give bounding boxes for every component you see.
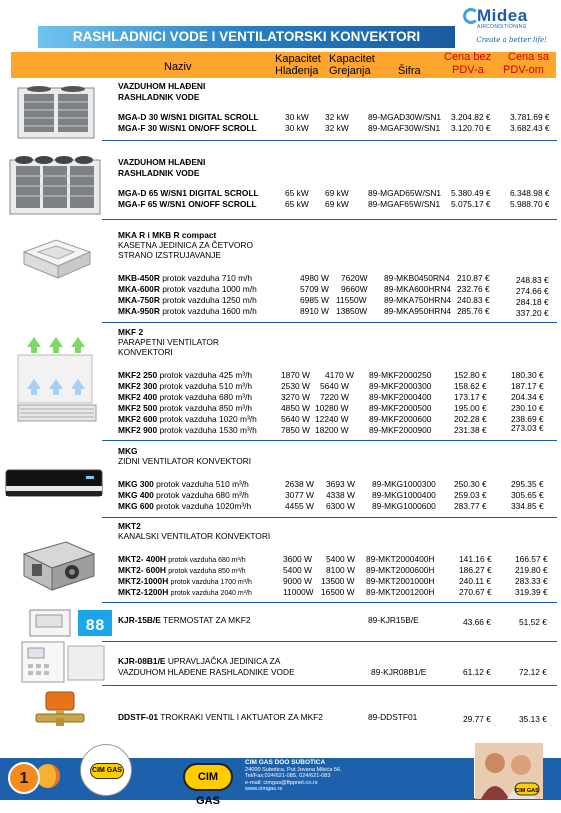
price-gross: 187.17 € — [511, 381, 544, 391]
airflow: protok vazduha 710 m/h — [162, 273, 253, 283]
product-code: 89-MKA600HRN4 — [384, 284, 452, 294]
heating-capacity: 10280 W — [315, 403, 349, 413]
description: TERMOSTAT ZA MKF2 — [163, 615, 251, 625]
airflow: protok vazduha 1020 m³/h — [159, 414, 257, 424]
price-gross: 334.85 € — [511, 501, 544, 511]
airflow: protok vazduha 1000 m/h — [162, 284, 257, 294]
cooling-capacity: 4850 W — [281, 403, 310, 413]
col-kap-gr-1: Kapacitet — [329, 53, 375, 65]
cooling-capacity: 65 kW — [285, 188, 309, 198]
price-gross: 295.35 € — [511, 479, 544, 489]
price-net: 141.16 € — [459, 554, 492, 564]
product-code: 89-MKG1000400 — [372, 490, 436, 500]
company-tel: Tel/Fax:024/621-085, 024/621-083 — [245, 773, 331, 780]
heating-capacity: 13500 W — [321, 576, 355, 586]
heating-capacity: 16500 W — [321, 587, 355, 597]
product-code: 89-MKT2001200H — [366, 587, 435, 597]
description: TROKRAKI VENTIL I AKTUATOR ZA MKF2 — [160, 712, 323, 722]
price-net: 283.77 € — [454, 501, 487, 511]
price-gross: 337.20 € — [516, 308, 549, 318]
price-gross: 274.66 € — [516, 286, 549, 296]
product-code: 89-MKB0450RN4 — [384, 273, 450, 283]
product-code: 89-MKF2000250 — [369, 370, 432, 380]
price-gross: 3.781.69 € — [510, 112, 550, 122]
cooling-capacity: 30 kW — [285, 112, 309, 122]
price-gross: 72.12 € — [519, 667, 547, 677]
thermostat-display: 88 — [85, 617, 105, 635]
product-code: 89-MKT2000400H — [366, 554, 435, 564]
cooling-capacity: 5400 W — [283, 565, 312, 575]
price-net: 270.67 € — [459, 587, 492, 597]
model: KJR-15B/E — [118, 615, 161, 625]
price-gross: 219.80 € — [515, 565, 548, 575]
price-net: 152.80 € — [454, 370, 487, 380]
model: KJR-08B1/E — [118, 656, 166, 666]
product-name: MGA-F 65 W/SN1 ON/OFF SCROLL — [118, 199, 257, 209]
model: MKT2-1200H — [118, 587, 169, 597]
price-gross: 35.13 € — [519, 714, 547, 724]
company-name: CIM GAS DOO SUBOTICA — [245, 759, 326, 766]
heating-capacity: 4338 W — [326, 490, 355, 500]
model: MKA-600R — [118, 284, 160, 294]
section-subtitle: KASETNA JEDINICA ZA ČETVORO — [118, 240, 253, 250]
heating-capacity: 69 kW — [325, 199, 349, 209]
heating-capacity: 11550W — [336, 295, 367, 305]
section-title: VAZDUHOM HLAĐENI — [118, 81, 206, 91]
price-gross: 273.03 € — [511, 423, 544, 433]
price-net: 210.87 € — [457, 273, 490, 283]
heating-capacity: 69 kW — [325, 188, 349, 198]
price-net: 173.17 € — [454, 392, 487, 402]
airflow: protok vazduha 1530 m³/h — [159, 425, 257, 435]
product-code: 89-MKT2000600H — [366, 565, 435, 575]
price-net: 259.03 € — [454, 490, 487, 500]
product-name: MGA-D 30 W/SN1 DIGITAL SCROLL — [118, 112, 259, 122]
section-divider — [102, 440, 557, 441]
company-email[interactable]: e-mail: cimgas@ftppnet.co.rs — [245, 779, 318, 786]
family-photo — [474, 742, 542, 798]
section-subtitle: KANALSKI VENTILATOR KONVEKTORI — [118, 531, 271, 541]
heating-capacity: 9660W — [341, 284, 368, 294]
cooling-capacity: 65 kW — [285, 199, 309, 209]
section-divider — [102, 219, 557, 220]
col-cena-bez-1: Cena bez — [444, 51, 492, 63]
price-net: 195.00 € — [454, 403, 487, 413]
thermostat-image — [28, 608, 114, 638]
model: MKA-750R — [118, 295, 160, 305]
price-gross: 238.69 € — [511, 414, 544, 424]
product-code: 89-MKF2000400 — [369, 392, 432, 402]
chiller-65kw-image — [6, 148, 104, 218]
col-cena-sa-2: PDV-om — [503, 64, 544, 76]
product-code: 89-MKF2000600 — [369, 414, 432, 424]
col-cena-sa-1: Cena sa — [508, 51, 549, 63]
price-net: 202.28 € — [454, 414, 487, 424]
cooling-capacity: 11000W — [283, 587, 314, 597]
model: MKT2-1000H — [118, 576, 169, 586]
model: MKT2- 600H — [118, 565, 166, 575]
section-subtitle: ZIDNI VENTILATOR KONVEKTORI — [118, 456, 252, 466]
product-code: 89-MKF2000900 — [369, 425, 432, 435]
product-code: 89-MGAF65W/SN1 — [368, 199, 441, 209]
description: VAZDUHOM HLAĐENE RASHLADNIKE VODE — [118, 667, 295, 677]
airflow: protok vazduha 850 m³/h — [159, 403, 253, 413]
heating-capacity: 3693 W — [326, 479, 355, 489]
heating-capacity: 6300 W — [326, 501, 355, 511]
heating-capacity: 18200 W — [315, 425, 349, 435]
price-net: 3.204.82 € — [451, 112, 491, 122]
cooling-capacity: 2530 W — [281, 381, 310, 391]
duct-fan-coil-image — [20, 536, 98, 594]
price-net: 232.76 € — [457, 284, 490, 294]
section-title: MKT2 — [118, 521, 141, 531]
cooling-capacity: 3077 W — [285, 490, 314, 500]
price-gross: 319.39 € — [515, 587, 548, 597]
airflow: protok vazduha 680 m³/h — [159, 392, 253, 402]
section-divider — [102, 685, 557, 686]
product-code: 89-MKA950HRN4 — [384, 306, 452, 316]
model: MKG 300 — [118, 479, 154, 489]
product-code: 89-MGAF30W/SN1 — [368, 123, 441, 133]
chiller-30kw-image — [14, 80, 98, 142]
col-sifra: Šifra — [398, 65, 421, 77]
wall-fan-coil-image — [4, 464, 104, 504]
heating-capacity: 12240 W — [315, 414, 349, 424]
product-code: 89-MGAD30W/SN1 — [368, 112, 442, 122]
product-code: 89-MKT2001000H — [366, 576, 435, 586]
section-divider — [102, 517, 557, 518]
controller-image — [20, 640, 106, 684]
price-gross: 204.34 € — [511, 392, 544, 402]
heating-capacity: 32 kW — [325, 123, 349, 133]
parapet-fan-coil-image — [12, 335, 98, 425]
company-web[interactable]: www.cimgas.rs — [245, 786, 283, 793]
product-code: 89-KJR15B/E — [368, 615, 419, 625]
airflow: protok vazduha 2040 m³/h — [170, 590, 252, 597]
photo-badge: CIM GAS — [515, 788, 539, 794]
price-net: 240.83 € — [457, 295, 490, 305]
model: MKG 600 — [118, 501, 154, 511]
cooling-capacity: 30 kW — [285, 123, 309, 133]
description: UPRAVLJAČKA JEDINICA ZA — [167, 656, 281, 666]
product-code: 89-DDSTF01 — [368, 712, 418, 722]
product-name: MGA-D 65 W/SN1 DIGITAL SCROLL — [118, 188, 259, 198]
airflow: protok vazduha 1700 m³/h — [170, 579, 252, 586]
section-subtitle: RASHLADNIK VODE — [118, 92, 200, 102]
product-code: 89-MGAD65W/SN1 — [368, 188, 442, 198]
price-net: 240.11 € — [459, 576, 491, 586]
cooling-capacity: 3600 W — [283, 554, 312, 564]
price-gross: 230.10 € — [511, 403, 544, 413]
price-net: 3.120.70 € — [451, 123, 491, 133]
cooling-capacity: 5709 W — [300, 284, 329, 294]
airflow: protok vazduha 1250 m/h — [162, 295, 257, 305]
price-net: 5.380.49 € — [451, 188, 491, 198]
cimgas-logo-label: CIM GAS — [196, 771, 220, 807]
heating-capacity: 5640 W — [320, 381, 349, 391]
section-subtitle: STRANO IZSTRUJAVANJE — [118, 250, 221, 260]
cooling-capacity: 5640 W — [281, 414, 310, 424]
section-title: VAZDUHOM HLAĐENI — [118, 157, 206, 167]
model: MKG 400 — [118, 490, 154, 500]
product-code: 89-KJR08B1/E — [371, 667, 427, 677]
airflow: protok vazduha 850 m³/h — [168, 568, 246, 575]
model: MKF2 500 — [118, 403, 158, 413]
col-cena-bez-2: PDV-a — [452, 64, 484, 76]
model: MKB-450R — [118, 273, 160, 283]
cimgas-round-badge — [80, 744, 132, 796]
section-divider — [102, 641, 557, 642]
price-gross: 305.65 € — [511, 490, 544, 500]
model: DDSTF-01 — [118, 712, 159, 722]
section-title: MKG — [118, 446, 138, 456]
model: MKA-950R — [118, 306, 160, 316]
cooling-capacity: 2638 W — [285, 479, 314, 489]
price-gross: 51.52 € — [519, 617, 547, 627]
column-header — [11, 52, 556, 78]
heating-capacity: 32 kW — [325, 112, 349, 122]
price-gross: 5.988.70 € — [510, 199, 550, 209]
cassette-unit-image — [18, 238, 94, 288]
heating-capacity: 13850W — [336, 306, 368, 316]
cooling-capacity: 7850 W — [281, 425, 310, 435]
model: MKF2 900 — [118, 425, 158, 435]
airflow: protok vazduha 510 m³/h — [159, 381, 253, 391]
price-net: 231.38 € — [454, 425, 487, 435]
section-divider — [102, 602, 557, 603]
cooling-capacity: 9000 W — [283, 576, 312, 586]
price-gross: 180.30 € — [511, 370, 544, 380]
section-subtitle: PARAPETNI VENTILATOR — [118, 337, 219, 347]
company-address: 24000 Subotica, Put Jovana Mikića 56. — [245, 766, 342, 773]
airflow: protok vazduha 680 m³/h — [156, 490, 249, 500]
product-code: 89-MKF2000300 — [369, 381, 432, 391]
product-name: MGA-F 30 W/SN1 ON/OFF SCROLL — [118, 123, 257, 133]
section-title: MKA R i MKB R compact — [118, 230, 217, 240]
model: MKF2 600 — [118, 414, 158, 424]
cooling-capacity: 4455 W — [285, 501, 314, 511]
cooling-capacity: 6985 W — [300, 295, 329, 305]
price-net: 43.66 € — [463, 617, 491, 627]
price-gross: 284.18 € — [516, 297, 549, 307]
logo-name: Midea — [477, 6, 528, 25]
airflow: protok vazduha 510 m³/h — [156, 479, 249, 489]
product-code: 89-MKA750HRN4 — [384, 295, 452, 305]
section-divider — [102, 140, 557, 141]
airflow: protok vazduha 1600 m/h — [162, 306, 257, 316]
airflow: protok vazduha 680 m³/h — [168, 557, 246, 564]
col-kap-hl-1: Kapacitet — [275, 53, 321, 65]
page-title: RASHLADNICI VODE I VENTILATORSKI KONVEKTORI — [72, 29, 421, 44]
logo-slogan: Create a better life! — [476, 36, 547, 44]
price-net: 29.77 € — [463, 714, 491, 724]
cooling-capacity: 8910 W — [300, 306, 329, 316]
product-code: 89-MKG1000600 — [372, 501, 436, 511]
airflow: protok vazduha 425 m³/h — [159, 370, 253, 380]
heating-capacity: 8100 W — [326, 565, 355, 575]
price-net: 285.76 € — [457, 306, 490, 316]
heating-capacity: 4170 W — [325, 370, 354, 380]
logo-subtitle: AIRCONDITIONING — [477, 24, 527, 30]
product-code: 89-MKF2000500 — [369, 403, 432, 413]
page-number-label: 1 — [19, 770, 29, 787]
page-number — [8, 762, 40, 794]
badge-label: CIM GAS — [92, 767, 122, 774]
valve-actuator-image — [30, 688, 90, 728]
cimgas-logo — [183, 763, 233, 807]
section-subtitle: RASHLADNIK VODE — [118, 168, 200, 178]
title-bar — [38, 26, 455, 48]
price-net: 250.30 € — [454, 479, 487, 489]
heating-capacity: 7620W — [341, 273, 368, 283]
model: MKF2 250 — [118, 370, 158, 380]
cooling-capacity: 3270 W — [281, 392, 310, 402]
section-divider — [102, 322, 557, 323]
heating-capacity: 7220 W — [320, 392, 349, 402]
cooling-capacity: 1870 W — [281, 370, 310, 380]
model: MKF2 300 — [118, 381, 158, 391]
price-net: 5.075.17 € — [451, 199, 491, 209]
model: MKF2 400 — [118, 392, 158, 402]
company-info — [245, 760, 342, 793]
model: MKT2- 400H — [118, 554, 166, 564]
price-gross: 166.57 € — [515, 554, 548, 564]
product-code: 89-MKG1000300 — [372, 479, 436, 489]
midea-logo — [463, 6, 547, 36]
cooling-capacity: 4980 W — [300, 273, 329, 283]
price-net: 61.12 € — [463, 667, 491, 677]
col-naziv: Naziv — [164, 61, 192, 73]
price-gross: 3.682.43 € — [510, 123, 550, 133]
section-title: MKF 2 — [118, 327, 144, 337]
airflow: protok vazduha 1020m³/h — [156, 501, 252, 511]
col-kap-hl-2: Hlađenja — [275, 65, 319, 77]
section-subtitle: KONVEKTORI — [118, 347, 173, 357]
price-net: 158.62 € — [454, 381, 487, 391]
heating-capacity: 5400 W — [326, 554, 355, 564]
price-gross: 248.83 € — [516, 275, 549, 285]
price-gross: 6.348.98 € — [510, 188, 550, 198]
price-gross: 283.33 € — [515, 576, 548, 586]
col-kap-gr-2: Grejanja — [329, 65, 371, 77]
price-net: 186.27 € — [459, 565, 492, 575]
